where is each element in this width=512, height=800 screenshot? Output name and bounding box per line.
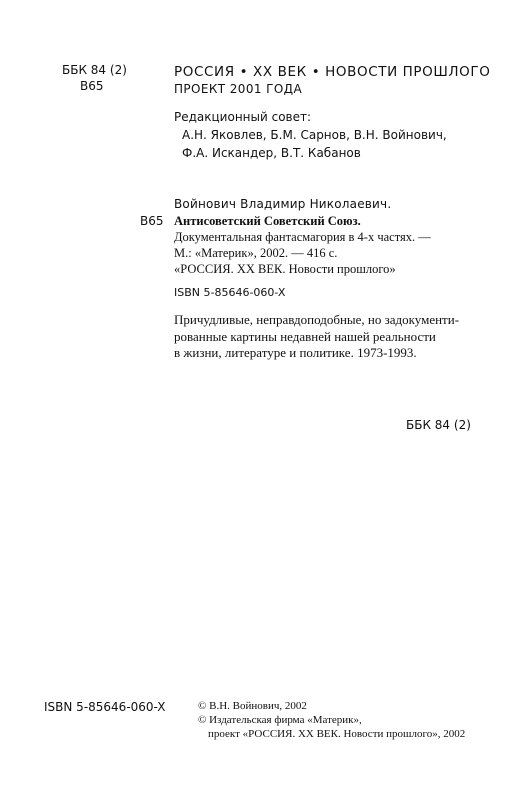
isbn-record: ISBN 5-85646-060-X [174,286,286,299]
copyright-project: проект «РОССИЯ. XX ВЕК. Новости прошлого», 2002 [208,728,466,740]
project-label: ПРОЕКТ 2001 ГОДА [174,82,303,96]
copyright-publisher: © Издательская фирма «Материк», [198,714,362,726]
series-line: «РОССИЯ. XX ВЕК. Новости прошлого» [174,262,396,276]
bbk-index-top [62,62,127,94]
editorial-board-heading: Редакционный совет: [174,110,312,124]
annotation-line-1: Причудливые, неправдоподобные, но задокументи- [174,312,460,327]
bbk-label: ББК 84 (2) [62,63,127,77]
editorial-board [174,108,447,162]
isbn-footer: ISBN 5-85646-060-X [44,700,166,714]
author-name: Войнович Владимир Николаевич. [174,197,392,211]
copyright-block [198,699,465,741]
annotation-line-3: в жизни, литературе и политике. 1973-1993. [174,345,417,360]
annotation-line-2: рованные картины недавней нашей реальности [174,328,436,344]
annotation [174,312,459,362]
copyright-author: © В.Н. Войнович, 2002 [198,700,307,712]
bibliographic-record [174,213,431,277]
series-title: РОССИЯ • XX ВЕК • НОВОСТИ ПРОШЛОГО [174,64,491,80]
record-code: В65 [140,214,164,228]
book-subtitle: Документальная фантасмагория в 4-х частях. — [174,230,431,244]
editorial-board-members-2: Ф.А. Искандер, В.Т. Кабанов [182,146,361,160]
bbk-index-right: ББК 84 (2) [406,418,471,432]
publisher-line: М.: «Материк», 2002. — 416 с. [174,246,338,260]
book-title: Антисоветский Советский Союз. [174,214,361,228]
author-sign-code: В65 [80,79,104,93]
editorial-board-members-1: А.Н. Яковлев, Б.М. Сарнов, В.Н. Войнович, [182,128,447,142]
